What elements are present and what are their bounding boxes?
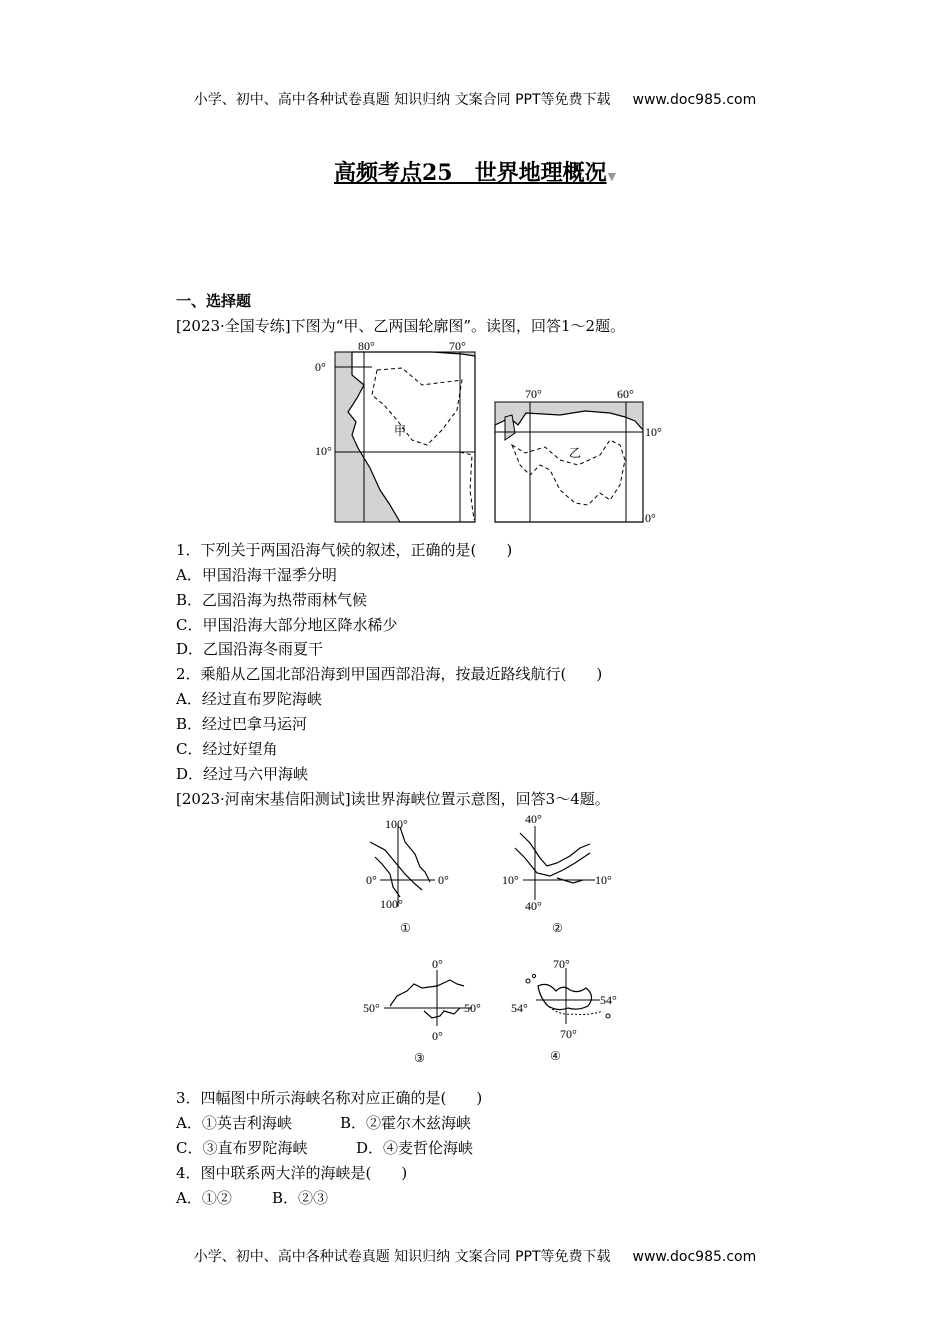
- strait-1-num: ①: [400, 921, 411, 935]
- q4-option-a[interactable]: A．①②: [176, 1189, 232, 1207]
- page-header: [0, 89, 950, 109]
- strait-1-right: 0°: [438, 873, 449, 887]
- jia-lat-mid: 10°: [315, 444, 332, 458]
- intro-1-text: 下图为“甲、乙两国轮廓图”。读图，回答1～2题。: [290, 317, 626, 335]
- page-footer: [0, 1246, 950, 1266]
- strait-4-left: 54°: [511, 1001, 528, 1015]
- q1-option-a[interactable]: A．甲国沿海干湿季分明: [176, 566, 337, 584]
- yi-lon-right: 60°: [617, 387, 634, 401]
- strait-2-bottom: 40°: [525, 899, 542, 913]
- title-marker-icon: ▼: [607, 170, 617, 183]
- q3-options-row-2: [176, 1137, 473, 1158]
- page-title: 高频考点25 世界地理概况: [333, 160, 607, 186]
- strait-3-right: 50°: [464, 1001, 481, 1015]
- strait-map-3: [362, 956, 492, 1068]
- strait-4-top: 70°: [553, 957, 570, 971]
- section-heading: 一、选择题: [176, 292, 252, 310]
- footer-text: 小学、初中、高中各种试卷真题 知识归纳 文案合同 PPT等免费下载: [193, 1249, 611, 1265]
- yi-land: [495, 411, 643, 522]
- yi-lon-left: 70°: [525, 387, 542, 401]
- strait-3-left: 50°: [363, 1001, 380, 1015]
- q2-option-c[interactable]: C．经过好望角: [176, 740, 278, 758]
- q2-option-b[interactable]: B．经过巴拿马运河: [176, 715, 308, 733]
- strait-map-4: [508, 956, 636, 1068]
- map-jia: [312, 340, 482, 525]
- q2-stem: 2．乘船从乙国北部沿海到甲国西部沿海，按最近路线航行( ): [176, 665, 603, 683]
- intro-1-source: [2023·全国专练]: [176, 317, 291, 335]
- intro-1: [176, 315, 625, 336]
- q3-options-row-1: [176, 1112, 471, 1133]
- q3-option-c[interactable]: C．③直布罗陀海峡: [176, 1139, 308, 1157]
- header-text: 小学、初中、高中各种试卷真题 知识归纳 文案合同 PPT等免费下载: [193, 92, 611, 108]
- strait-1-top: 100°: [385, 817, 408, 831]
- jia-lon-left: 80°: [358, 340, 375, 353]
- q2-option-d[interactable]: D．经过马六甲海峡: [176, 765, 309, 783]
- q3-option-b[interactable]: B．②霍尔木兹海峡: [340, 1114, 472, 1132]
- q3-option-d[interactable]: D．④麦哲伦海峡: [356, 1139, 474, 1157]
- q3-option-a[interactable]: A．①英吉利海峡: [176, 1114, 292, 1132]
- q1-stem: 1．下列关于两国沿海气候的叙述，正确的是( ): [176, 541, 513, 559]
- strait-map-2: [495, 808, 625, 938]
- jia-label: 甲: [394, 424, 407, 438]
- intro-2-text: 读世界海峡位置示意图，回答3～4题。: [350, 790, 610, 808]
- yi-lat-bottom: 0°: [645, 511, 656, 525]
- strait-2-right: 10°: [595, 873, 612, 887]
- strait-3-bottom: 0°: [432, 1029, 443, 1043]
- q1-option-c[interactable]: C．甲国沿海大部分地区降水稀少: [176, 616, 398, 634]
- footer-url[interactable]: www.doc985.com: [632, 1249, 757, 1265]
- q4-option-b[interactable]: B．②③: [272, 1189, 329, 1207]
- strait-map-1: [360, 812, 460, 942]
- intro-2: [176, 788, 610, 809]
- header-url[interactable]: www.doc985.com: [632, 92, 757, 108]
- strait-4-bottom: 70°: [560, 1027, 577, 1041]
- q3-stem: 3．四幅图中所示海峡名称对应正确的是( ): [176, 1089, 483, 1107]
- yi-lat-mid: 10°: [645, 425, 662, 439]
- strait-3-top: 0°: [432, 957, 443, 971]
- yi-label: 乙: [569, 446, 582, 460]
- q1-option-b[interactable]: B．乙国沿海为热带雨林气候: [176, 591, 368, 609]
- strait-4-right: 54°: [600, 993, 617, 1007]
- strait-2-top: 40°: [525, 812, 542, 826]
- strait-1-bottom: 100°: [380, 897, 403, 911]
- jia-lat-top: 0°: [315, 360, 326, 374]
- jia-lon-right: 70°: [449, 340, 466, 353]
- q4-stem: 4．图中联系两大洋的海峡是( ): [176, 1164, 408, 1182]
- q1-option-d[interactable]: D．乙国沿海冬雨夏干: [176, 640, 324, 658]
- strait-3-num: ③: [414, 1051, 425, 1065]
- intro-2-source: [2023·河南宋基信阳测试]: [176, 790, 351, 808]
- strait-2-left: 10°: [502, 873, 519, 887]
- strait-4-num: ④: [550, 1049, 561, 1063]
- strait-1-left: 0°: [366, 873, 377, 887]
- strait-2-num: ②: [552, 921, 563, 935]
- q2-option-a[interactable]: A．经过直布罗陀海峡: [176, 690, 322, 708]
- map-yi: [490, 385, 670, 530]
- q4-options-row: [176, 1187, 328, 1208]
- title-block: [0, 156, 950, 187]
